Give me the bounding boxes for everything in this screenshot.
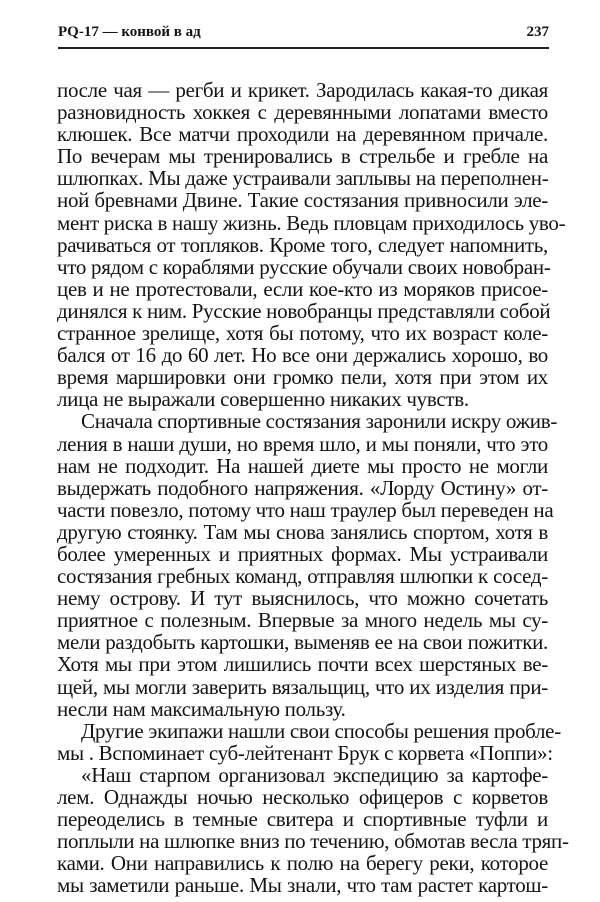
- text-line: нему острову. И тут выяснилось, что можно сочетать: [57, 586, 548, 611]
- text-line: что рядом с кораблями русские обучали своих новобран-: [57, 254, 551, 279]
- text-line: переоделись в темные свитера и спортивные туфли и: [57, 807, 548, 832]
- text-line: более умеренных и приятных формах. Мы устраивали: [57, 541, 548, 566]
- text-line: ной бревнами Двине. Такие состязания привносили эле-: [57, 188, 548, 213]
- text-line: после чая — регби и крикет. Зародилась какая-то дикая: [57, 78, 548, 102]
- header-rule: [58, 47, 549, 49]
- text-line: рачиваться от топляков. Кроме того, следует напомнить,: [57, 232, 548, 257]
- text-line: цев и не протестовали, если кое-кто из моряков присое-: [57, 276, 548, 301]
- text-line: По вечерам мы тренировались в стрельбе и гребле на: [57, 144, 548, 169]
- text-line: несли нам максимальную пользу.: [57, 696, 346, 721]
- text-line: другую стоянку. Там мы снова занялись спортом, хотя в: [57, 519, 548, 544]
- running-header: [58, 24, 549, 46]
- text-line: нам не подходит. На нашей диете мы просто не могли: [57, 453, 548, 478]
- text-line: динялся к ним. Русские новобранцы представляли собой: [57, 298, 551, 323]
- text-line: мели раздобыть картошки, выменяв ее на свои пожитки.: [57, 630, 548, 655]
- text-line: мы заметили раньше. Мы знали, что там растет картош-: [57, 873, 548, 898]
- text-line: мент риска в нашу жизнь. Ведь пловцам приходилось уво-: [57, 210, 566, 235]
- text-line: мы . Вспоминает суб-лейтенант Брук с корвета «Поппи»:: [57, 740, 553, 765]
- page-body: [57, 78, 569, 898]
- page-number: 237: [526, 24, 549, 40]
- text-line: части повезло, потому что наш траулер был переведен на: [57, 497, 554, 522]
- text-line: бался от 16 до 60 лет. Но все они держались хорошо, во: [57, 343, 548, 368]
- running-title: PQ-17 — конвой в ад: [58, 24, 201, 40]
- text-line: выдержать подобного напряжения. «Лорду Остину» от-: [57, 475, 548, 500]
- text-line: «Наш старпом организовал экспедицию за картофе-: [81, 762, 548, 787]
- text-line: приятное с полезным. Впервые за много недель мы су-: [57, 608, 548, 633]
- text-line: странное зрелище, хотя бы потому, что их возраст коле-: [57, 321, 548, 346]
- text-line: клюшек. Все матчи проходили на деревянном причале.: [57, 122, 548, 147]
- text-line: состязания гребных команд, отправляя шлюпки к сосед-: [57, 564, 548, 589]
- text-line: Другие экипажи нашли свои способы решения пробле-: [81, 718, 561, 743]
- text-line: ками. Они направились к полю на берегу реки, которое: [57, 851, 548, 876]
- text-line: ления в наши души, но время шло, и мы поняли, что это: [57, 431, 548, 456]
- text-line: лем. Однажды ночью несколько офицеров с корветов: [57, 785, 548, 809]
- text-line: лица не выражали совершенно никаких чувств.: [57, 387, 469, 412]
- text-line: время маршировки они громко пели, хотя при этом их: [57, 365, 548, 390]
- text-line: разновидность хоккея с деревянными лопатами вместо: [57, 100, 548, 125]
- text-line: поплыли на шлюпке вниз по течению, обмотав весла тряп-: [57, 829, 569, 854]
- text-line: щей, мы могли заверить вязальщиц, что их изделия при-: [57, 674, 548, 699]
- text-line: Сначала спортивные состязания заронили искру ожив-: [81, 409, 558, 434]
- text-line: Хотя мы при этом лишились почти всех шерстяных ве-: [57, 652, 548, 677]
- text-line: шлюпках. Мы даже устраивали заплывы на переполнен-: [57, 166, 549, 191]
